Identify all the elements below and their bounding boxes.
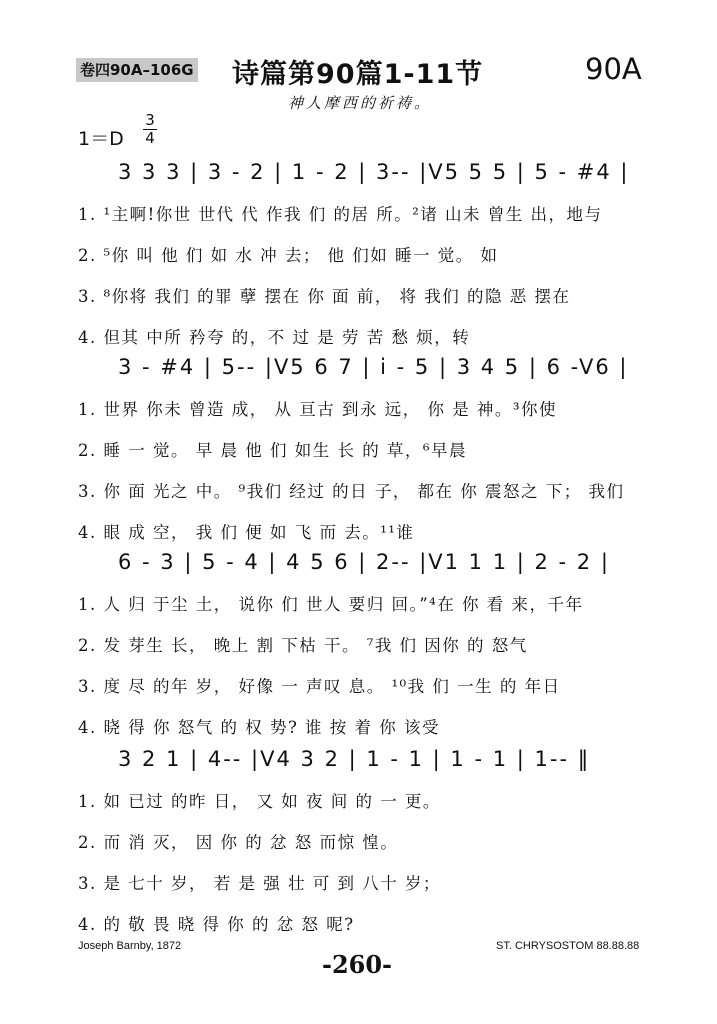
hymn-number: 90A <box>585 52 642 86</box>
lyric-verse-2: 2. ⁵你 叫 他 们 如 水 冲 去； 他 们如 睡一 觉。 如 <box>78 246 499 265</box>
notes-line: 3 - #4 | 5-- |V5 6 7 | i - 5 | 3 4 5 | 6 -V6 | <box>118 355 629 379</box>
music-system-1 <box>78 160 658 358</box>
lyric-verse-4: 4. 眼 成 空， 我 们 便 如 飞 而 去。¹¹谁 <box>78 523 415 542</box>
tune-name: ST. CHRYSOSTOM 88.88.88 <box>496 940 640 952</box>
composer-credit: Joseph Barnby, 1872 <box>78 940 182 952</box>
time-signature <box>140 112 160 147</box>
time-denominator: 4 <box>145 129 155 147</box>
lyric-verse-1: 1. 人 归 于尘 土， 说你 们 世人 要归 回。”⁴在 你 看 来，千年 <box>78 595 584 614</box>
lyric-verse-4: 4. 的 敬 畏 晓 得 你 的 忿 怒 呢? <box>78 915 355 934</box>
notes-line: 3 3 3 | 3 - 2 | 1 - 2 | 3-- |V5 5 5 | 5 - #4 | <box>118 160 630 184</box>
lyric-verse-4: 4. 晓 得 你 怒气 的 权 势? 谁 按 着 你 该受 <box>78 718 441 737</box>
lyric-verse-4: 4. 但其 中所 矜夸 的，不 过 是 劳 苦 愁 烦，转 <box>78 328 471 347</box>
hymn-title: 诗篇第90篇1-11节 <box>232 59 484 90</box>
lyric-verse-3: 3. 是 七十 岁， 若 是 强 壮 可 到 八十 岁； <box>78 874 441 893</box>
notes-line: 3 2 1 | 4-- |V4 3 2 | 1 - 1 | 1 - 1 | 1-- ‖ <box>118 747 591 771</box>
music-system-2 <box>78 355 658 553</box>
page-number: -260- <box>322 950 393 979</box>
notes-line: 6 - 3 | 5 - 4 | 4 5 6 | 2-- |V1 1 1 | 2 - 2 | <box>118 550 610 574</box>
key-signature: 1＝D <box>78 128 124 150</box>
lyric-verse-1: 1. ¹主啊!你世 世代 代 作我 们 的居 所。²诸 山未 曾生 出，地与 <box>78 205 603 224</box>
lyric-verse-1: 1. 世界 你未 曾造 成， 从 亘古 到永 远， 你 是 神。³你使 <box>78 400 558 419</box>
lyric-verse-2: 2. 发 芽生 长， 晚上 割 下枯 干。 ⁷我 们 因你 的 怒气 <box>78 636 528 655</box>
music-system-4 <box>78 747 658 945</box>
lyric-verse-2: 2. 而 消 灭， 因 你 的 忿 怒 而惊 惶。 <box>78 833 399 852</box>
hymn-subtitle: 神人摩西的祈祷。 <box>288 94 433 112</box>
lyric-verse-2: 2. 睡 一 觉。 早 晨 他 们 如生 长 的 草，⁶早晨 <box>78 441 468 460</box>
lyric-verse-3: 3. ⁸你将 我们 的罪 孽 摆在 你 面 前， 将 我们 的隐 恶 摆在 <box>78 287 571 306</box>
lyric-verse-3: 3. 度 尽 的年 岁， 好像 一 声叹 息。 ¹⁰我 们 一生 的 年日 <box>78 677 561 696</box>
volume-tag: 卷四90A–106G <box>76 58 198 82</box>
lyric-verse-3: 3. 你 面 光之 中。 ⁹我们 经过 的日 子， 都在 你 震怒之 下； 我们 <box>78 482 625 501</box>
music-system-3 <box>78 550 658 748</box>
lyric-verse-1: 1. 如 已过 的昨 日， 又 如 夜 间 的 一 更。 <box>78 792 441 811</box>
time-numerator: 3 <box>145 111 155 129</box>
